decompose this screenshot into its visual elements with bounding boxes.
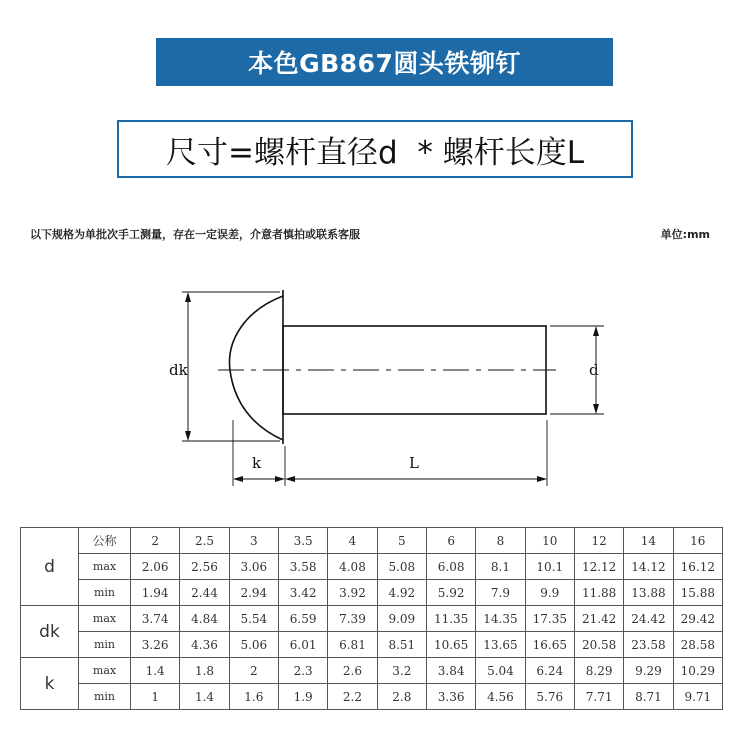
table-row xyxy=(21,684,723,710)
header-label-cell: 公称 xyxy=(79,528,131,554)
value-cell: 8.51 xyxy=(377,632,426,658)
value-cell: 2.56 xyxy=(180,554,229,580)
size-header-cell: 2.5 xyxy=(180,528,229,554)
limit-label-cell: max xyxy=(79,606,131,632)
k-arrow-left xyxy=(233,476,243,482)
size-header-cell: 16 xyxy=(673,528,722,554)
size-header-cell: 5 xyxy=(377,528,426,554)
table-row xyxy=(21,658,723,684)
value-cell: 15.88 xyxy=(673,580,722,606)
value-cell: 9.09 xyxy=(377,606,426,632)
limit-label-cell: min xyxy=(79,684,131,710)
value-cell: 1.8 xyxy=(180,658,229,684)
value-cell: 2.94 xyxy=(229,580,278,606)
value-cell: 2.6 xyxy=(328,658,377,684)
value-cell: 16.65 xyxy=(525,632,574,658)
value-cell: 9.9 xyxy=(525,580,574,606)
value-cell: 10.29 xyxy=(673,658,722,684)
value-cell: 5.06 xyxy=(229,632,278,658)
value-cell: 11.88 xyxy=(574,580,623,606)
value-cell: 8.1 xyxy=(476,554,525,580)
value-cell: 6.59 xyxy=(278,606,327,632)
value-cell: 5.76 xyxy=(525,684,574,710)
measurement-note: 以下规格为单批次手工测量，存在一定误差，介意者慎拍或联系客服 xyxy=(30,228,360,241)
k-label: k xyxy=(252,454,262,472)
limit-label-cell: max xyxy=(79,554,131,580)
value-cell: 8.29 xyxy=(574,658,623,684)
value-cell: 1.94 xyxy=(131,580,180,606)
k-arrow-right xyxy=(275,476,285,482)
limit-label-cell: min xyxy=(79,632,131,658)
size-formula-text: 尺寸=螺杆直径d * 螺杆长度L xyxy=(166,134,584,171)
title-text: 本色GB867圆头铁铆钉 xyxy=(248,49,521,78)
value-cell: 2.06 xyxy=(131,554,180,580)
value-cell: 9.71 xyxy=(673,684,722,710)
value-cell: 20.58 xyxy=(574,632,623,658)
value-cell: 7.39 xyxy=(328,606,377,632)
d-arrow-top xyxy=(593,326,599,336)
value-cell: 2.44 xyxy=(180,580,229,606)
value-cell: 3.74 xyxy=(131,606,180,632)
value-cell: 14.12 xyxy=(624,554,673,580)
value-cell: 4.36 xyxy=(180,632,229,658)
dk-arrow-bottom xyxy=(185,431,191,441)
dimension-name-cell: d xyxy=(21,528,79,606)
size-header-cell: 3.5 xyxy=(278,528,327,554)
value-cell: 8.71 xyxy=(624,684,673,710)
size-header-cell: 14 xyxy=(624,528,673,554)
value-cell: 3.42 xyxy=(278,580,327,606)
value-cell: 21.42 xyxy=(574,606,623,632)
size-header-cell: 12 xyxy=(574,528,623,554)
value-cell: 23.58 xyxy=(624,632,673,658)
dk-label: dk xyxy=(169,361,188,379)
value-cell: 5.08 xyxy=(377,554,426,580)
value-cell: 2.3 xyxy=(278,658,327,684)
value-cell: 3.58 xyxy=(278,554,327,580)
value-cell: 6.81 xyxy=(328,632,377,658)
value-cell: 6.01 xyxy=(278,632,327,658)
size-header-cell: 3 xyxy=(229,528,278,554)
value-cell: 16.12 xyxy=(673,554,722,580)
value-cell: 6.08 xyxy=(426,554,475,580)
table-row xyxy=(21,580,723,606)
value-cell: 2.2 xyxy=(328,684,377,710)
value-cell: 28.58 xyxy=(673,632,722,658)
table-header-row xyxy=(21,528,723,554)
value-cell: 1.6 xyxy=(229,684,278,710)
value-cell: 13.65 xyxy=(476,632,525,658)
value-cell: 1 xyxy=(131,684,180,710)
value-cell: 5.92 xyxy=(426,580,475,606)
size-header-cell: 8 xyxy=(476,528,525,554)
value-cell: 17.35 xyxy=(525,606,574,632)
value-cell: 12.12 xyxy=(574,554,623,580)
value-cell: 1.9 xyxy=(278,684,327,710)
limit-label-cell: min xyxy=(79,580,131,606)
value-cell: 3.2 xyxy=(377,658,426,684)
value-cell: 4.08 xyxy=(328,554,377,580)
value-cell: 10.65 xyxy=(426,632,475,658)
value-cell: 5.04 xyxy=(476,658,525,684)
value-cell: 11.35 xyxy=(426,606,475,632)
value-cell: 24.42 xyxy=(624,606,673,632)
table-row xyxy=(21,554,723,580)
d-label: d xyxy=(589,361,599,379)
size-header-cell: 4 xyxy=(328,528,377,554)
value-cell: 2.8 xyxy=(377,684,426,710)
value-cell: 1.4 xyxy=(131,658,180,684)
value-cell: 6.24 xyxy=(525,658,574,684)
value-cell: 3.26 xyxy=(131,632,180,658)
table-row xyxy=(21,632,723,658)
value-cell: 2 xyxy=(229,658,278,684)
value-cell: 3.06 xyxy=(229,554,278,580)
value-cell: 4.92 xyxy=(377,580,426,606)
value-cell: 7.71 xyxy=(574,684,623,710)
table-row xyxy=(21,606,723,632)
value-cell: 7.9 xyxy=(476,580,525,606)
L-arrow-left xyxy=(285,476,295,482)
dk-arrow-top xyxy=(185,292,191,302)
L-label: L xyxy=(409,454,419,472)
value-cell: 3.92 xyxy=(328,580,377,606)
size-header-cell: 10 xyxy=(525,528,574,554)
spec-table xyxy=(20,527,723,710)
value-cell: 4.84 xyxy=(180,606,229,632)
size-header-cell: 2 xyxy=(131,528,180,554)
dimension-name-cell: dk xyxy=(21,606,79,658)
value-cell: 4.56 xyxy=(476,684,525,710)
size-header-cell: 6 xyxy=(426,528,475,554)
value-cell: 10.1 xyxy=(525,554,574,580)
value-cell: 3.84 xyxy=(426,658,475,684)
value-cell: 14.35 xyxy=(476,606,525,632)
value-cell: 3.36 xyxy=(426,684,475,710)
value-cell: 29.42 xyxy=(673,606,722,632)
dimension-name-cell: k xyxy=(21,658,79,710)
rivet-head xyxy=(229,296,283,440)
value-cell: 1.4 xyxy=(180,684,229,710)
L-arrow-right xyxy=(537,476,547,482)
value-cell: 13.88 xyxy=(624,580,673,606)
d-arrow-bottom xyxy=(593,404,599,414)
value-cell: 9.29 xyxy=(624,658,673,684)
limit-label-cell: max xyxy=(79,658,131,684)
unit-label: 单位:mm xyxy=(660,228,710,241)
value-cell: 5.54 xyxy=(229,606,278,632)
